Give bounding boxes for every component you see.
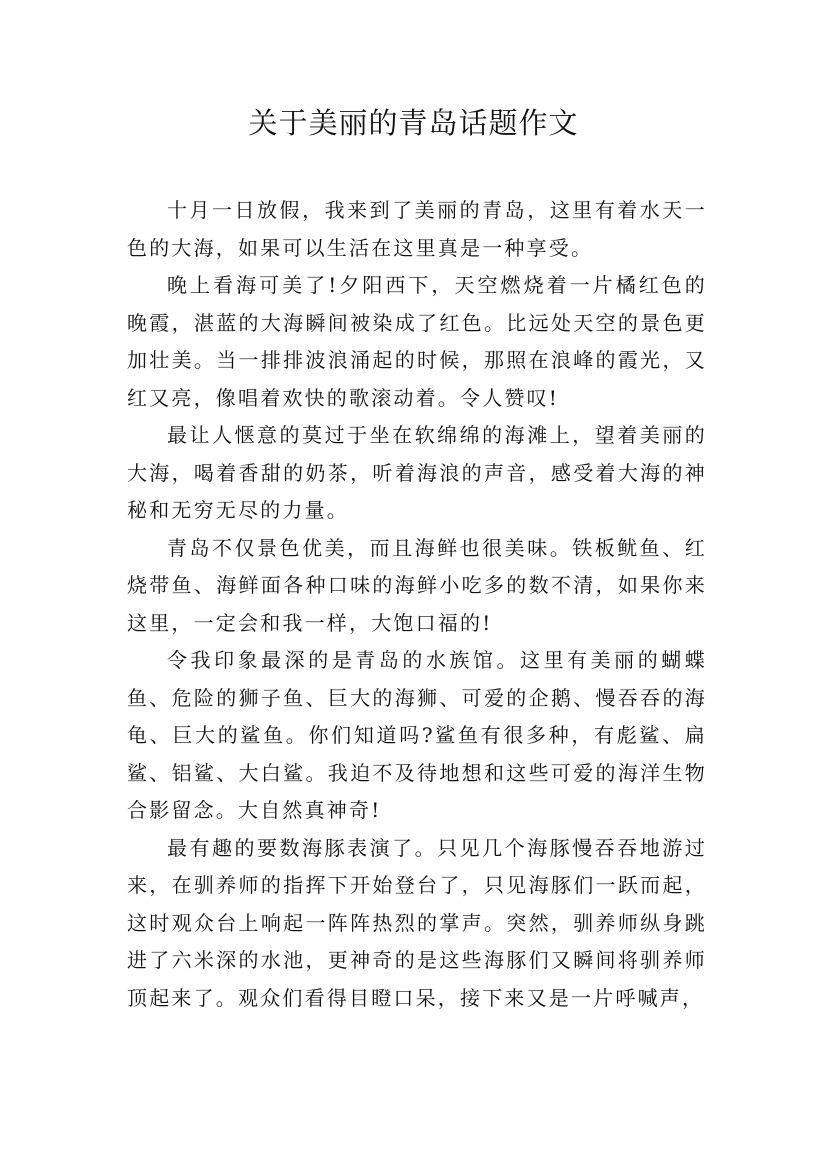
paragraph: 最让人惬意的莫过于坐在软绵绵的海滩上，望着美丽的大海，喝着香甜的奶茶，听着海浪的声音，感受着大海的神秘和无穷无尽的力量。 bbox=[127, 423, 707, 522]
paragraph: 晚上看海可美了!夕阳西下，天空燃烧着一片橘红色的晚霞，湛蓝的大海瞬间被染成了红色。比远处天空的景色更加壮美。当一排排波浪涌起的时候，那照在浪峰的霞光，又红又亮，像唱着欢快的歌滚动着。令人赞叹! bbox=[127, 273, 707, 410]
paragraph: 令我印象最深的是青岛的水族馆。这里有美丽的蝴蝶鱼、危险的狮子鱼、巨大的海狮、可爱的企鹅、慢吞吞的海龟、巨大的鲨鱼。你们知道吗?鲨鱼有很多种，有彪鲨、扁鲨、铝鲨、大白鲨。我迫不及待地想和这些可爱的海洋生物合影留念。大自然真神奇! bbox=[127, 648, 707, 822]
document-body bbox=[127, 192, 707, 1017]
document-title: 关于美丽的青岛话题作文 bbox=[248, 106, 579, 140]
paragraph: 青岛不仅景色优美，而且海鲜也很美味。铁板鱿鱼、红烧带鱼、海鲜面各种口味的海鲜小吃多的数不清，如果你来这里，一定会和我一样，大饱口福的! bbox=[127, 535, 707, 635]
paragraph: 十月一日放假，我来到了美丽的青岛，这里有着水天一色的大海，如果可以生活在这里真是一种享受。 bbox=[127, 198, 707, 260]
paragraph: 最有趣的要数海豚表演了。只见几个海豚慢吞吞地游过来，在驯养师的指挥下开始登台了，只见海豚们一跃而起，这时观众台上响起一阵阵热烈的掌声。突然，驯养师纵身跳进了六米深的水池，更神奇的是这些海豚们又瞬间将驯养师顶起来了。观众们看得目瞪口呆，接下来又是一片呼喊声， bbox=[127, 835, 707, 1010]
